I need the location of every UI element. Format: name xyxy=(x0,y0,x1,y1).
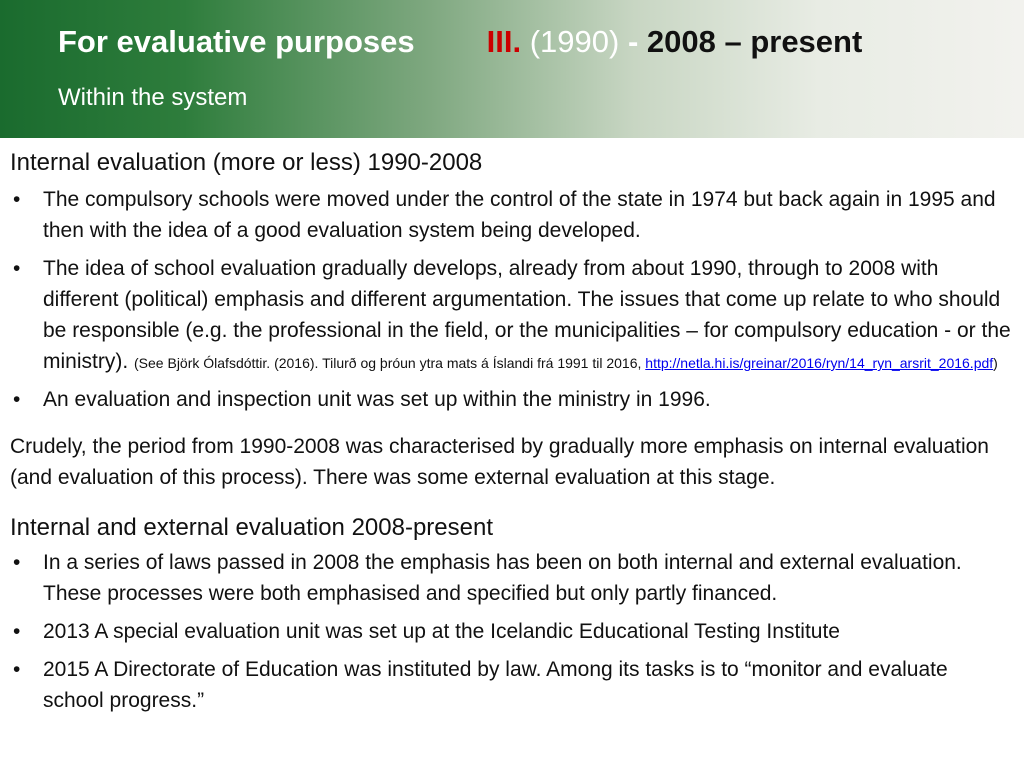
bullet-text: The compulsory schools were moved under the control of the state in 1974 but back again in 1995 and then with the idea of a good evaluation system being developed. xyxy=(43,188,996,242)
bullet-text: The idea of school evaluation gradually develops, already from about 1990, through to 2008 with different (political) emphasis and different argumentation. The issues that come up relate to who should be responsible (e.g. the professional in the field, or the municipalities – for compulsory education - or the ministry). xyxy=(43,257,1011,373)
section-heading-internal-external: Internal and external evaluation 2008-present xyxy=(10,514,493,541)
slide-content xyxy=(10,146,1014,723)
bullet-icon: • xyxy=(13,188,21,211)
title-range: 2008 – present xyxy=(646,24,863,59)
bullet-icon: • xyxy=(13,551,21,574)
citation-text: (See Björk Ólafsdóttir. (2016). Tilurð og þróun ytra mats á Íslandi frá 1991 til 2016, xyxy=(134,355,646,371)
title-dash: - xyxy=(627,24,639,59)
summary-paragraph: Crudely, the period from 1990-2008 was characterised by gradually more emphasis on internal evaluation (and evaluation of this process). There was some external evaluation at this stage. xyxy=(10,435,989,489)
bullet-icon: • xyxy=(13,257,21,280)
slide-title xyxy=(58,24,862,60)
citation-link[interactable]: http://netla.hi.is/greinar/2016/ryn/14_ryn_arsrit_2016.pdf xyxy=(645,355,994,371)
list-item xyxy=(10,384,1014,415)
title-roman-numeral: III. xyxy=(486,24,522,59)
citation-close: ) xyxy=(993,355,998,371)
title-main: For evaluative purposes xyxy=(58,24,415,59)
bullet-text: An evaluation and inspection unit was set up within the ministry in 1996. xyxy=(43,388,711,411)
bullet-icon: • xyxy=(13,388,21,411)
bullet-list-internal xyxy=(10,184,1014,415)
bullet-text: 2013 A special evaluation unit was set up at the Icelandic Educational Testing Institute xyxy=(43,620,840,643)
slide-header xyxy=(0,0,1024,138)
list-item xyxy=(10,616,1014,647)
section-heading-internal: Internal evaluation (more or less) 1990-2008 xyxy=(10,149,483,176)
bullet-list-internal-external xyxy=(10,547,1014,716)
bullet-icon: • xyxy=(13,620,21,643)
bullet-text: 2015 A Directorate of Education was instituted by law. Among its tasks is to “monitor and evaluate school progress.” xyxy=(43,658,948,712)
list-item xyxy=(10,654,1014,716)
bullet-icon: • xyxy=(13,658,21,681)
citation xyxy=(134,355,998,371)
list-item xyxy=(10,184,1014,246)
list-item xyxy=(10,253,1014,377)
bullet-text: In a series of laws passed in 2008 the emphasis has been on both internal and external evaluation. These processes were both emphasised and specified but only partly financed. xyxy=(43,551,962,605)
slide-subtitle: Within the system xyxy=(58,84,248,111)
title-year: (1990) xyxy=(529,24,620,59)
list-item xyxy=(10,547,1014,609)
